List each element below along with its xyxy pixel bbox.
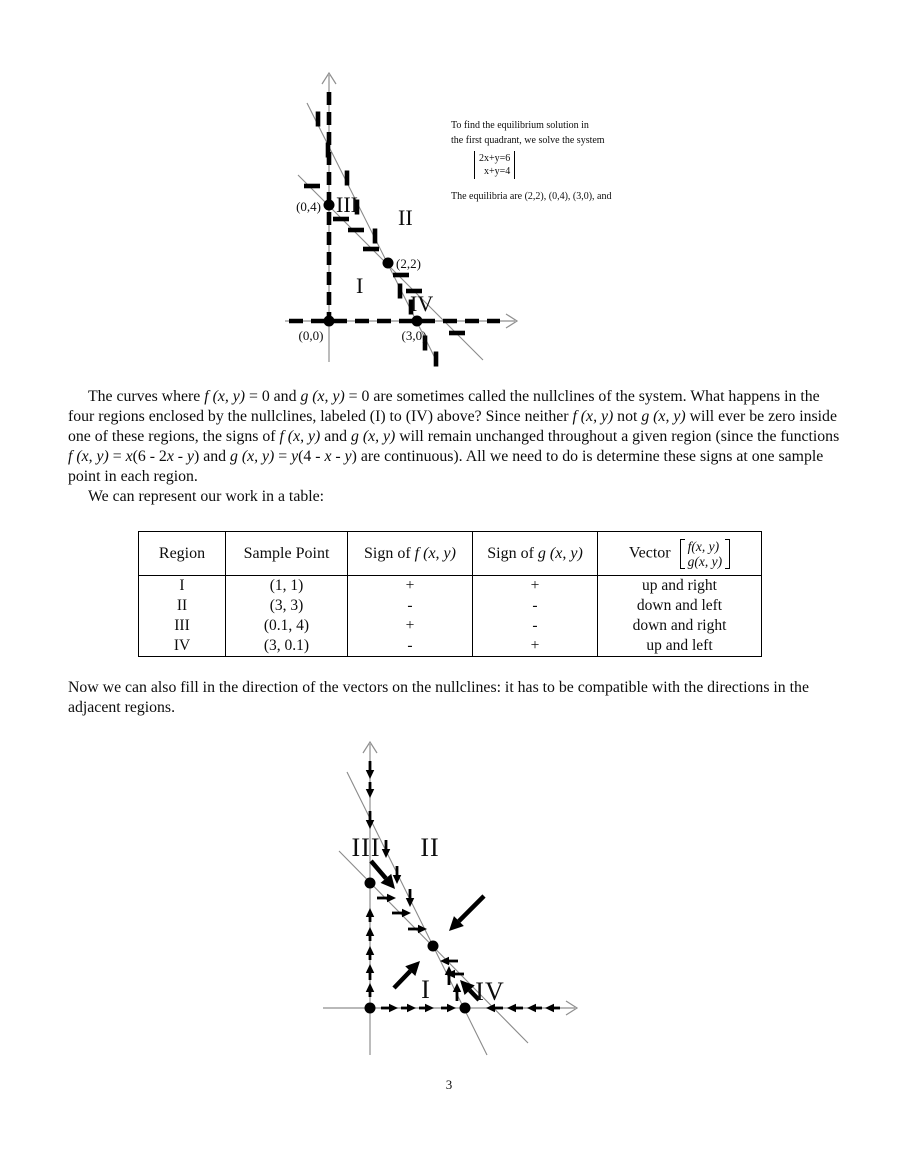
text-segment: Sample Point bbox=[243, 544, 330, 562]
table-cell: + bbox=[473, 576, 598, 597]
region-label-I: I bbox=[356, 273, 364, 298]
col-header-vector bbox=[598, 532, 762, 576]
matrix-row-g: g(x, y) bbox=[687, 553, 723, 569]
text-segment: x bbox=[324, 448, 332, 465]
matrix-row-f: f(x, y) bbox=[687, 538, 720, 554]
direction-arrow-head-icon bbox=[407, 1004, 416, 1013]
equilibrium-point-0-4 bbox=[365, 878, 376, 889]
text-segment: will remain unchanged throughout a given region (since the functions bbox=[395, 428, 840, 445]
direction-arrow-head-icon bbox=[366, 770, 375, 779]
table-cell: (3, 3) bbox=[226, 596, 348, 616]
table-cell: down and right bbox=[598, 616, 762, 636]
body-paragraphs bbox=[68, 387, 842, 507]
table-cell: - bbox=[473, 616, 598, 636]
table-cell: down and left bbox=[598, 596, 762, 616]
text-segment: g (x, y) bbox=[230, 448, 275, 465]
table-cell: + bbox=[348, 576, 473, 597]
direction-field-arrows bbox=[366, 761, 560, 1012]
note-line-2: the first quadrant, we solve the system bbox=[451, 135, 605, 146]
nullcline-dash bbox=[373, 229, 378, 244]
sign-table-wrapper bbox=[138, 531, 762, 657]
table-cell: (1, 1) bbox=[226, 576, 348, 597]
table-cell: + bbox=[348, 616, 473, 636]
nullcline-direction-paragraph bbox=[68, 678, 842, 718]
text-segment: g (x, y) bbox=[350, 428, 396, 445]
direction-arrow-head-icon bbox=[389, 1004, 398, 1013]
table-cell: up and left bbox=[598, 636, 762, 657]
nullcline-dash bbox=[393, 273, 409, 278]
table-cell: III bbox=[139, 616, 226, 636]
text-segment: ) and bbox=[194, 448, 230, 465]
text-segment: = 0 are sometimes called the nullclines of the system. What happens in the four regions enclosed by the nullclines, labeled (I) to (IV) above? Since neither bbox=[68, 388, 820, 425]
equilibrium-note bbox=[451, 118, 726, 204]
point-label-0-0: (0,0) bbox=[298, 328, 324, 343]
nullcline-dash bbox=[449, 331, 465, 336]
nullcline-dash bbox=[345, 171, 350, 186]
nullcline-dash bbox=[316, 112, 321, 127]
point-label-0-4: (0,4) bbox=[296, 199, 321, 214]
equilibrium-point-2-2 bbox=[428, 941, 439, 952]
direction-arrow-head-icon bbox=[402, 909, 411, 918]
table-cell: IV bbox=[139, 636, 226, 657]
paragraph-nullclines bbox=[68, 387, 842, 487]
text-segment: x bbox=[166, 448, 174, 465]
text-segment: y bbox=[187, 448, 195, 465]
direction-arrow-head-icon bbox=[366, 927, 375, 936]
nullcline-dash bbox=[398, 284, 403, 299]
direction-arrow-head-icon bbox=[366, 908, 375, 917]
text-segment: will ever be zero inside one of these regions, the signs of bbox=[68, 408, 837, 445]
paragraph-table-intro: We can represent our work in a table: bbox=[88, 488, 325, 505]
vector-header-text bbox=[629, 544, 671, 561]
text-segment: f (x, y) bbox=[68, 448, 109, 465]
table-header-row bbox=[139, 532, 762, 576]
text-segment: (6 - 2 bbox=[132, 448, 167, 465]
text-segment: f (x, y) bbox=[414, 544, 456, 562]
paragraph-directions: Now we can also fill in the direction of the vectors on the nullclines: it has to be compatible with the directions in the adjacent regions. bbox=[68, 679, 809, 716]
col-header-sign-f bbox=[348, 532, 473, 576]
note-line-3: The equilibria are (2,2), (0,4), (3,0), and bbox=[451, 191, 612, 202]
region-label-IV: IV bbox=[475, 977, 505, 1006]
nullcline-dash bbox=[304, 184, 320, 189]
table-cell: (3, 0.1) bbox=[226, 636, 348, 657]
table-cell: - bbox=[348, 636, 473, 657]
nullcline-dash bbox=[326, 143, 331, 158]
region-label-IV: IV bbox=[410, 291, 434, 316]
direction-arrow-stem bbox=[371, 861, 386, 878]
table-row bbox=[139, 636, 762, 657]
direction-arrow-head-icon bbox=[366, 983, 375, 992]
direction-arrow-head-icon bbox=[366, 964, 375, 973]
text-segment: y bbox=[291, 448, 299, 465]
col-header-region bbox=[139, 532, 226, 576]
text-segment: f (x, y) bbox=[204, 388, 246, 405]
region-label-III: III bbox=[351, 833, 381, 862]
text-segment: ) are continuous). All we need to do is determine these signs at one sample point in each region. bbox=[68, 448, 824, 485]
direction-arrow-head-icon bbox=[387, 894, 396, 903]
text-segment: (4 - bbox=[298, 448, 325, 465]
equilibrium-point-0-4 bbox=[324, 200, 335, 211]
table-cell: I bbox=[139, 576, 226, 597]
table-body bbox=[139, 576, 762, 657]
equilibrium-point-2-2 bbox=[383, 258, 394, 269]
text-segment: = bbox=[274, 448, 292, 465]
point-label-2-2: (2,2) bbox=[396, 256, 421, 271]
direction-arrow-head-icon bbox=[425, 1004, 434, 1013]
table-cell: (0.1, 4) bbox=[226, 616, 348, 636]
text-segment: not bbox=[613, 408, 642, 425]
sign-table bbox=[138, 531, 762, 657]
table-cell: II bbox=[139, 596, 226, 616]
direction-arrow-stem bbox=[394, 971, 410, 988]
nullcline-dash bbox=[333, 217, 349, 222]
note-line-1: To find the equilibrium solution in bbox=[451, 120, 589, 131]
text-segment: - bbox=[331, 448, 345, 465]
region-label-I: I bbox=[421, 975, 431, 1004]
text-segment: - bbox=[173, 448, 188, 465]
equilibrium-point-0-0 bbox=[324, 316, 335, 327]
region-label-II: II bbox=[420, 833, 440, 862]
table-cell: - bbox=[348, 596, 473, 616]
table-row bbox=[139, 596, 762, 616]
table-cell: up and right bbox=[598, 576, 762, 597]
text-segment: The curves where bbox=[88, 388, 205, 405]
text-segment: Region bbox=[158, 544, 206, 562]
text-segment: = bbox=[108, 448, 126, 465]
region-label-III: III bbox=[336, 192, 358, 217]
direction-arrow-head-icon bbox=[447, 1004, 456, 1013]
bottom-phase-diagram bbox=[323, 742, 577, 1055]
matrix-right-bracket-icon bbox=[725, 539, 730, 569]
direction-arrow-head-icon bbox=[366, 789, 375, 798]
equation-1: 2x+y=6 bbox=[479, 153, 511, 164]
text-segment: f (x, y) bbox=[279, 428, 321, 445]
direction-arrow-head-icon bbox=[445, 966, 454, 975]
point-label-3-0: (3,0) bbox=[401, 328, 427, 343]
equilibrium-point-3-0 bbox=[460, 1003, 471, 1014]
equilibrium-point-3-0 bbox=[412, 316, 423, 327]
table-row bbox=[139, 616, 762, 636]
direction-arrow-head-icon bbox=[527, 1004, 536, 1013]
text-segment: f (x, y) bbox=[572, 408, 614, 425]
text-segment: = 0 and bbox=[245, 388, 301, 405]
direction-arrow-stem bbox=[459, 896, 484, 921]
direction-arrow-head-icon bbox=[545, 1004, 554, 1013]
equation-2: x+y=4 bbox=[484, 166, 511, 177]
text-segment: Sign of bbox=[487, 544, 538, 562]
text-segment: g (x, y) bbox=[537, 544, 583, 562]
text-segment: g (x, y) bbox=[300, 388, 345, 405]
page-number: 3 bbox=[445, 1077, 453, 1092]
text-segment: y bbox=[344, 448, 352, 465]
direction-arrow-head-icon bbox=[507, 1004, 516, 1013]
vector-matrix bbox=[680, 539, 730, 569]
equation-system bbox=[474, 151, 515, 179]
text-segment: Sign of bbox=[364, 544, 415, 562]
text-segment: g (x, y) bbox=[641, 408, 686, 425]
text-segment: Vector bbox=[628, 544, 671, 562]
equilibrium-point-0-0 bbox=[365, 1003, 376, 1014]
table-row bbox=[139, 576, 762, 597]
text-segment: x bbox=[125, 448, 133, 465]
nullcline-dash bbox=[363, 247, 379, 252]
nullcline-dash bbox=[434, 352, 439, 367]
table-cell: - bbox=[473, 596, 598, 616]
table-cell: + bbox=[473, 636, 598, 657]
nullcline-dash bbox=[348, 228, 364, 233]
region-label-II: II bbox=[398, 205, 413, 230]
col-header-sample-point bbox=[226, 532, 348, 576]
text-segment: and bbox=[320, 428, 351, 445]
col-header-sign-g bbox=[473, 532, 598, 576]
direction-arrow-head-icon bbox=[366, 946, 375, 955]
